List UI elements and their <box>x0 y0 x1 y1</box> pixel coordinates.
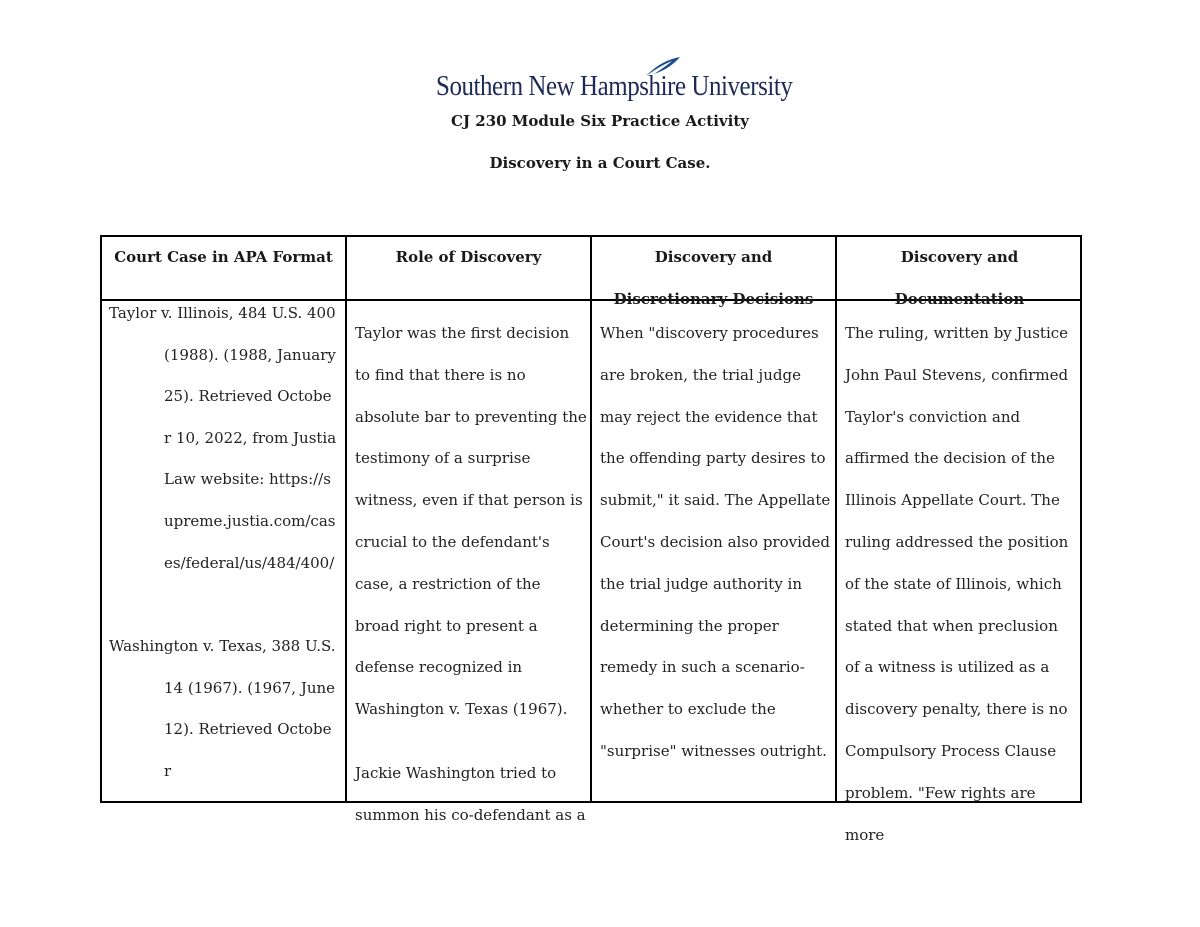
header-discretionary-decisions: Discovery and Discretionary Decisions <box>613 248 814 308</box>
header-role-of-discovery: Role of Discovery <box>395 248 542 266</box>
reference-taylor: Taylor v. Illinois, 484 U.S. 400 (1988). (1988, January 25). Retrieved October 10, 2022, from Justia Law website: https://supreme.justia.com/cases/federal/us/484/400/ <box>109 304 337 572</box>
university-logo <box>436 56 793 106</box>
documentation-paragraph: The ruling, written by Justice John Paul Stevens, confirmed Taylor's conviction and affirmed the decision of the Illinois Appellate Court. The ruling addressed the position of the state of Illinois, which stated that when preclusion of a witness is utilized as a discovery penalty, there is no Compulsory Process Clause problem. "Few rights are more <box>845 324 1069 844</box>
discretion-paragraph: When "discovery procedures are broken, the trial judge may reject the evidence that the offending party desires to submit," it said. The Appellate Court's decision also provided the trial judge authority in determining the proper remedy in such a scenario-whether to exclude the "surprise" witnesses outright. <box>600 324 831 760</box>
role-of-discovery-text <box>355 313 587 824</box>
documentation-text <box>845 313 1077 844</box>
course-title: CJ 230 Module Six Practice Activity <box>451 112 749 130</box>
column-divider <box>590 237 592 801</box>
logo-text: Southern New Hampshire University <box>436 70 793 102</box>
role-paragraph-2: Jackie Washington tried to summon his co-defendant as a <box>355 763 586 824</box>
court-case-references <box>109 293 337 801</box>
reference-washington: Washington v. Texas, 388 U.S. 14 (1967). (1967, June 12). Retrieved October <box>109 637 336 780</box>
role-paragraph-1: Taylor was the first decision to find that there is no absolute bar to preventing the testimony of a surprise witness, even if that person is crucial to the defendant's case, a restriction of the broad right to present a defense recognized in Washington v. Texas (1967). <box>355 324 587 719</box>
column-divider <box>835 237 837 801</box>
column-divider <box>345 237 347 801</box>
document-subtitle: Discovery in a Court Case. <box>489 154 711 172</box>
discretionary-decisions-text <box>600 313 832 801</box>
header-court-case: Court Case in APA Format <box>114 248 333 266</box>
header-documentation: Discovery and Documentation <box>894 248 1025 308</box>
discovery-table <box>100 235 1082 844</box>
